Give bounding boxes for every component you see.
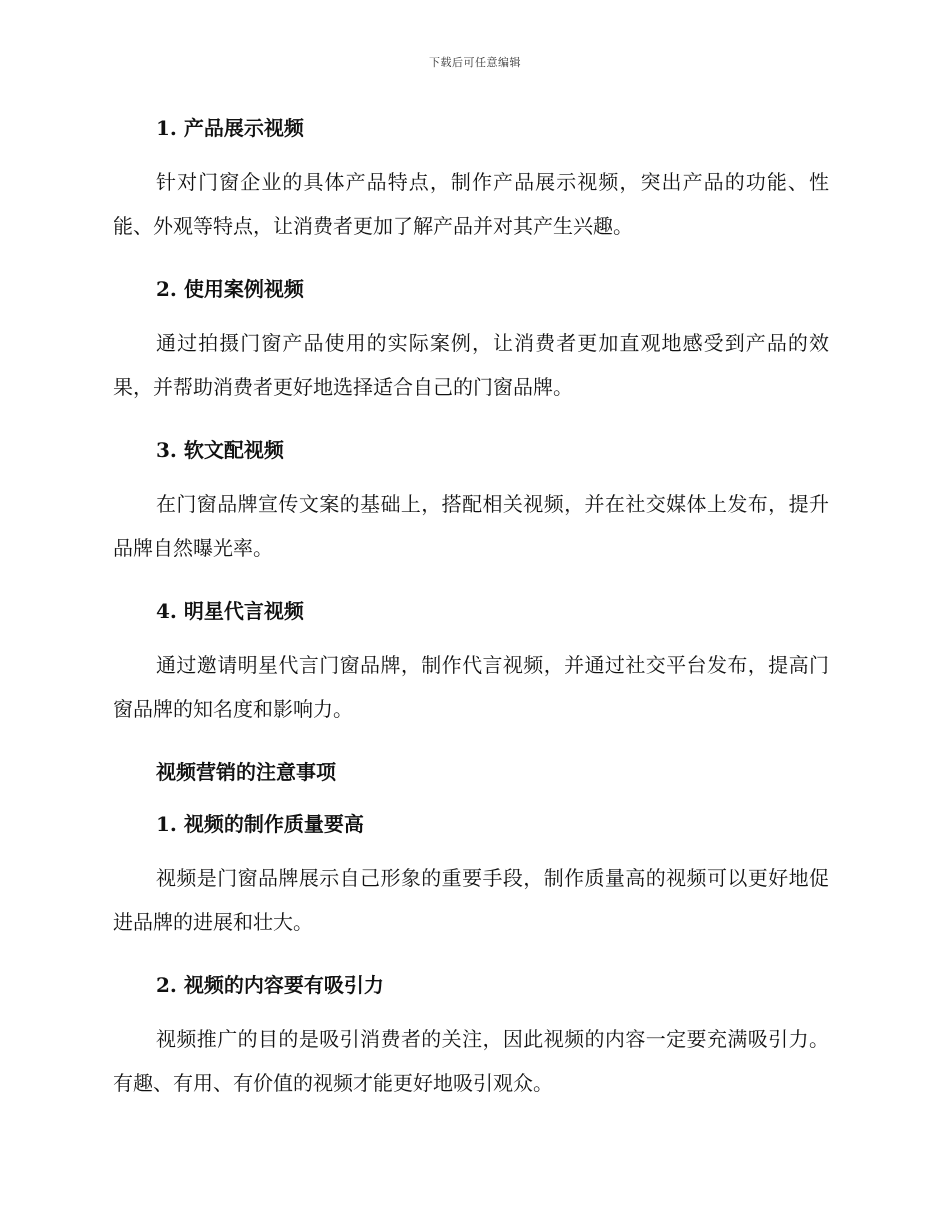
notes-section-title: 视频营销的注意事项 [156,760,336,784]
section-paragraph: 通过邀请明星代言门窗品牌，制作代言视频，并通过社交平台发布，提高门窗品牌的知名度和影响力。 [113,653,829,721]
section-paragraph: 通过拍摄门窗产品使用的实际案例，让消费者更加直观地感受到产品的效果，并帮助消费者更好地选择适合自己的门窗品牌。 [113,331,829,399]
note-paragraph: 视频推广的目的是吸引消费者的关注，因此视频的内容一定要充满吸引力。有趣、有用、有价值的视频才能更好地吸引观众。 [113,1027,829,1095]
section-heading: 1. 产品展示视频 [156,116,304,140]
section-heading: 4. 明星代言视频 [156,599,304,623]
document-body [113,108,829,1105]
note-heading: 1. 视频的制作质量要高 [156,812,364,836]
section-heading: 2. 使用案例视频 [156,277,304,301]
note-paragraph: 视频是门窗品牌展示自己形象的重要手段，制作质量高的视频可以更好地促进品牌的进展和壮大。 [113,866,829,934]
section-heading: 3. 软文配视频 [156,438,284,462]
note-heading: 2. 视频的内容要有吸引力 [156,973,384,997]
section-paragraph: 针对门窗企业的具体产品特点，制作产品展示视频，突出产品的功能、性能、外观等特点，让消费者更加了解产品并对其产生兴趣。 [113,170,829,238]
section-paragraph: 在门窗品牌宣传文案的基础上，搭配相关视频，并在社交媒体上发布，提升品牌自然曝光率。 [113,492,829,560]
page-header-note: 下载后可任意编辑 [429,56,521,69]
